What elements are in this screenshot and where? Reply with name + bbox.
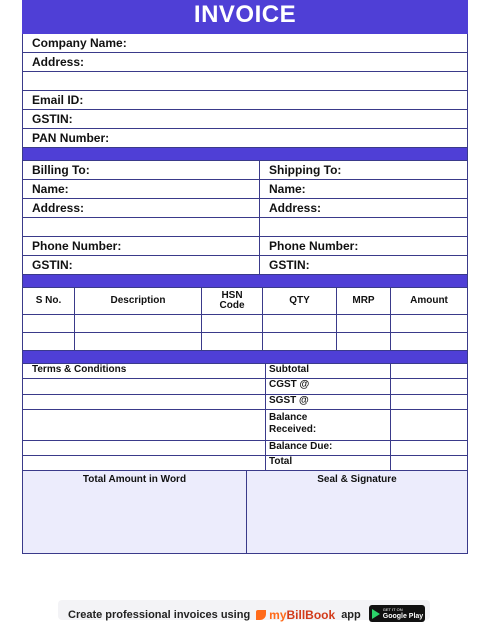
cgst-value [391, 379, 467, 395]
google-play-icon [372, 609, 380, 619]
billing-to-label: Billing To: [23, 161, 260, 179]
billing-name-label: Name: [23, 180, 260, 198]
invoice-sheet [22, 0, 468, 554]
header-hsn-code-text: HSN Code [219, 290, 245, 311]
company-name-row: Company Name: [23, 34, 467, 53]
total-amount-in-word-label: Total Amount in Word [23, 471, 247, 553]
shipping-to-label: Shipping To: [269, 163, 342, 177]
sgst-label: SGST @ [266, 395, 391, 410]
mybillbook-logo-icon [256, 610, 266, 620]
invoice-frame [22, 34, 468, 554]
google-play-label: Google Play [382, 612, 424, 620]
header-sno: S No. [23, 288, 75, 315]
google-play-text [383, 607, 423, 621]
cgst-label: CGST @ [266, 379, 391, 395]
terms-label: Terms & Conditions [23, 364, 266, 379]
subtotal-value [391, 364, 467, 379]
terms-blank [23, 441, 266, 456]
table-cell [337, 315, 391, 333]
shipping-gstin-label: GSTIN: [269, 258, 310, 272]
party-address-row [23, 199, 467, 218]
table-cell [263, 315, 337, 333]
party-address-blank-row [23, 218, 467, 237]
header-mrp: MRP [337, 288, 391, 315]
promo-banner[interactable] [58, 600, 430, 620]
invoice-title: INVOICE [22, 0, 468, 34]
shipping-address-blank [260, 218, 467, 236]
party-phone-row [23, 237, 467, 256]
table-cell [75, 315, 202, 333]
terms-blank [23, 395, 266, 410]
total-label: Total [266, 456, 391, 471]
billing-address-blank [23, 218, 260, 236]
company-address-row: Address: [23, 53, 467, 72]
divider-band [23, 275, 467, 288]
subtotal-label: Subtotal [266, 364, 391, 379]
billing-shipping-header-row [23, 161, 467, 180]
table-cell [391, 333, 467, 351]
header-description: Description [75, 288, 202, 315]
company-gstin-row: GSTIN: [23, 110, 467, 129]
promo-app-text: app [341, 609, 361, 621]
balance-received-label [266, 410, 391, 441]
table-cell [75, 333, 202, 351]
get-it-on-text: GET IT ON [382, 606, 403, 612]
table-cell [391, 315, 467, 333]
billing-address-label: Address: [23, 199, 260, 217]
brand-prefix: my [269, 608, 287, 622]
balance-received-text: Balance Received: [269, 412, 317, 435]
header-amount: Amount [391, 288, 467, 315]
totals-section [23, 364, 467, 471]
promo-text: Create professional invoices using [68, 609, 251, 621]
table-cell [23, 333, 75, 351]
billing-gstin-label: GSTIN: [23, 256, 260, 274]
footer-section [23, 471, 467, 554]
table-cell [202, 315, 263, 333]
brand-main: BillBook [286, 608, 336, 622]
google-play-badge[interactable] [369, 605, 425, 622]
table-cell [337, 333, 391, 351]
company-email-row: Email ID: [23, 91, 467, 110]
items-table [23, 288, 467, 351]
terms-blank [23, 456, 266, 471]
table-cell [23, 315, 75, 333]
balance-received-value [391, 410, 467, 441]
total-value [391, 456, 467, 471]
party-name-row [23, 180, 467, 199]
shipping-phone-label: Phone Number: [269, 239, 359, 253]
shipping-address-label: Address: [269, 201, 322, 215]
divider-band [23, 148, 467, 161]
company-pan-row: PAN Number: [23, 129, 467, 148]
sgst-value [391, 395, 467, 410]
table-cell [202, 333, 263, 351]
billing-phone-label: Phone Number: [23, 237, 260, 255]
header-qty: QTY [263, 288, 337, 315]
company-address-blank-row [23, 72, 467, 91]
balance-due-label: Balance Due: [266, 441, 391, 456]
header-hsn-code [202, 288, 263, 315]
shipping-name-label: Name: [269, 182, 306, 196]
divider-band [23, 351, 467, 364]
seal-signature-label: Seal & Signature [317, 474, 397, 485]
terms-blank [23, 379, 266, 395]
party-gstin-row [23, 256, 467, 275]
terms-blank [23, 410, 266, 441]
balance-due-value [391, 441, 467, 456]
table-cell [263, 333, 337, 351]
